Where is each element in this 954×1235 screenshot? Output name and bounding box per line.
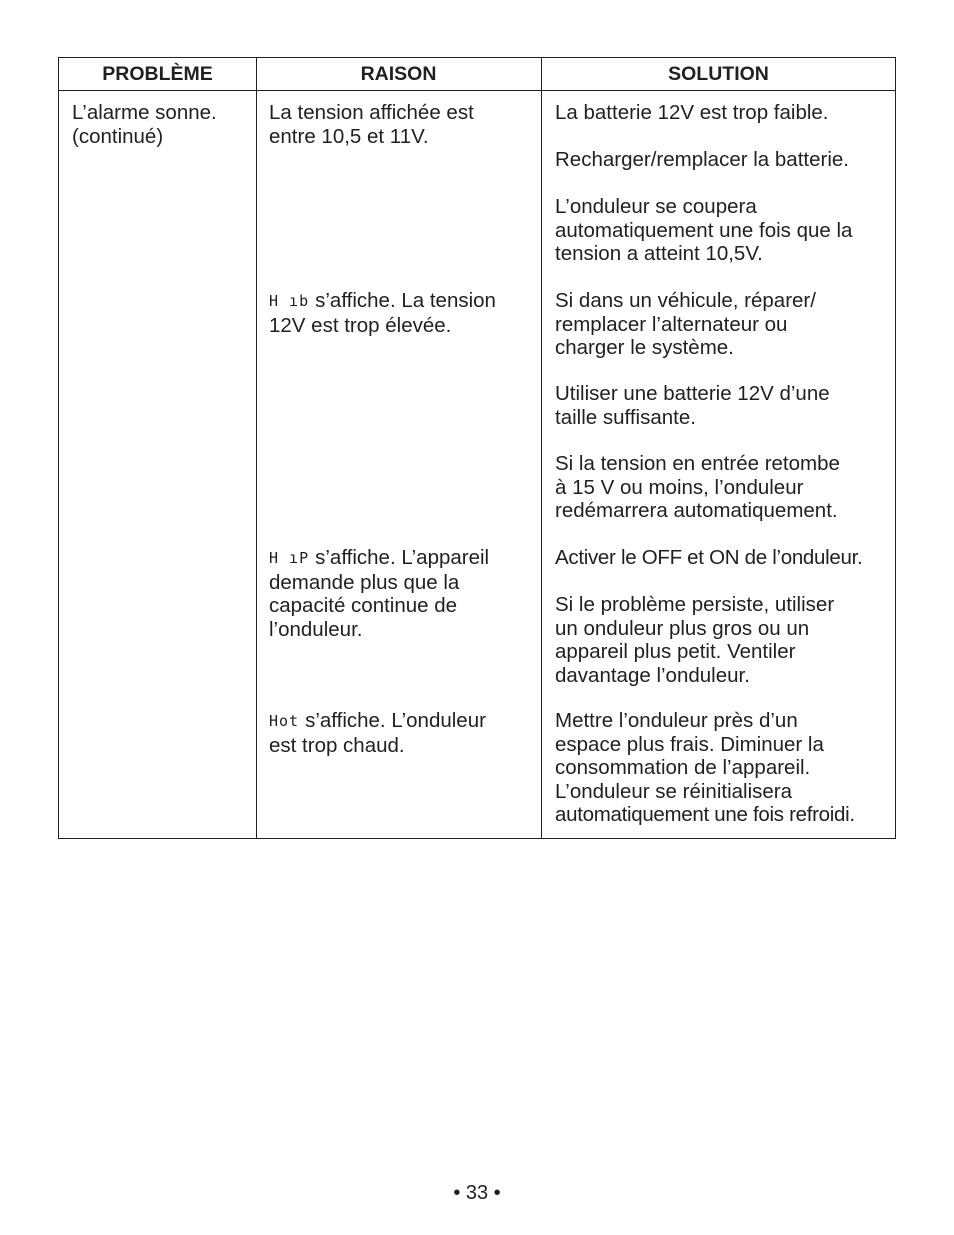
column-divider	[541, 58, 542, 838]
solution-line: appareil plus petit. Ventiler	[555, 640, 796, 663]
solution-line: Si la tension en entrée retombe	[555, 452, 840, 475]
solution-line: L’onduleur se coupera	[555, 195, 757, 218]
solution-line: espace plus frais. Diminuer la	[555, 732, 824, 756]
solution-paragraph	[555, 382, 830, 429]
reason-line: est trop chaud.	[269, 733, 405, 757]
column-divider	[256, 58, 257, 838]
reason-cell	[269, 709, 486, 757]
reason-cell	[269, 101, 474, 148]
reason-line: s’affiche. La tension	[315, 289, 496, 312]
reason-cell	[269, 546, 489, 641]
display-code-hip: H ıP	[269, 549, 310, 567]
table-header	[59, 58, 895, 91]
solution-line: La batterie 12V est trop faible.	[555, 101, 829, 124]
solution-line: à 15 V ou moins, l’onduleur	[555, 475, 804, 499]
reason-line: s’affiche. L’appareil	[315, 546, 490, 569]
problem-cell	[72, 101, 217, 148]
solution-line: L’onduleur se réinitialisera	[555, 779, 793, 803]
reason-line: demande plus que la	[269, 570, 460, 594]
solution-line: taille suffisante.	[555, 405, 696, 429]
reason-line: 12V est trop élevée.	[269, 313, 452, 337]
solution-line: remplacer l’alternateur ou	[555, 312, 788, 336]
header-reason: RAISON	[360, 63, 437, 85]
reason-line: l’onduleur.	[269, 617, 363, 641]
solution-paragraph	[555, 195, 852, 266]
solution-line: tension a atteint 10,5V.	[555, 242, 763, 265]
solution-line: automatiquement une fois que la	[555, 218, 853, 242]
solution-line: redémarrera automatiquement.	[555, 499, 838, 522]
problem-line: L’alarme sonne.	[72, 101, 217, 124]
solution-paragraph	[555, 101, 829, 125]
solution-paragraph	[555, 452, 840, 523]
page-number: • 33 •	[453, 1182, 501, 1204]
solution-line: Si le problème persiste, utiliser	[555, 593, 835, 616]
solution-paragraph	[555, 709, 855, 827]
solution-paragraph	[555, 148, 849, 172]
solution-line: Recharger/remplacer la batterie.	[555, 148, 849, 171]
solution-line: consommation de l’appareil.	[555, 756, 811, 779]
header-solution: SOLUTION	[668, 63, 769, 85]
reason-line: entre 10,5 et 11V.	[269, 124, 429, 148]
solution-line: Si dans un véhicule, réparer/	[555, 289, 816, 312]
solution-line: charger le système.	[555, 336, 734, 359]
solution-paragraph	[555, 546, 862, 570]
reason-line: s’affiche. L’onduleur	[305, 709, 486, 732]
troubleshooting-table	[58, 57, 896, 839]
reason-cell	[269, 289, 496, 337]
solution-line: un onduleur plus gros ou un	[555, 616, 810, 640]
header-problem: PROBLÈME	[102, 63, 213, 85]
solution-line: Activer le OFF et ON de l’onduleur.	[555, 546, 863, 569]
solution-paragraph	[555, 593, 834, 687]
reason-line: capacité continue de	[269, 594, 458, 617]
solution-line: davantage l’onduleur.	[555, 663, 750, 687]
solution-line: Mettre l’onduleur près d’un	[555, 709, 798, 732]
solution-line: Utiliser une batterie 12V d’une	[555, 382, 830, 405]
problem-line: (continué)	[72, 124, 164, 148]
reason-line: La tension affichée est	[269, 101, 474, 124]
solution-line: automatiquement une fois refroidi.	[555, 803, 855, 826]
display-code-hib: H ıb	[269, 292, 310, 310]
display-code-hot: Hot	[269, 712, 300, 730]
solution-paragraph	[555, 289, 816, 360]
